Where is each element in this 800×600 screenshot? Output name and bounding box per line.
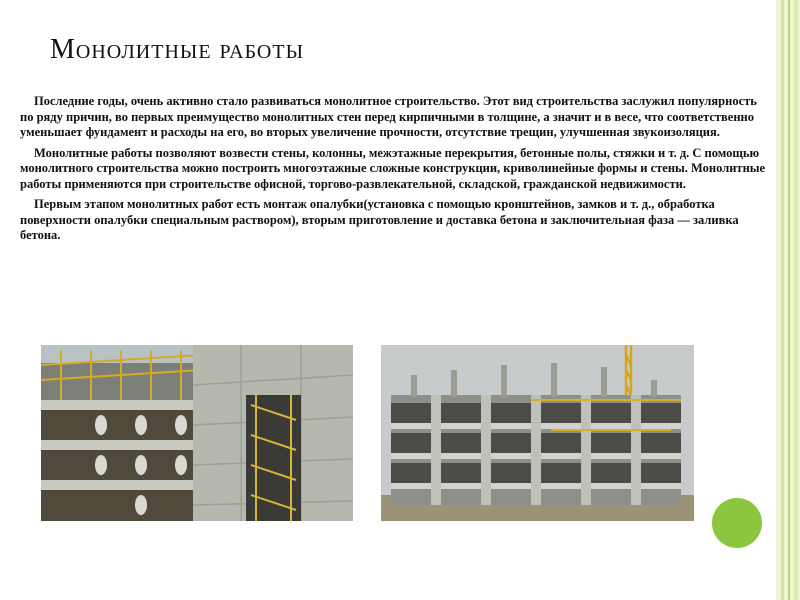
decor-stripe (788, 0, 790, 600)
construction-photo-left (41, 345, 353, 521)
accent-dot (712, 498, 762, 548)
construction-photo-right (381, 345, 694, 521)
decor-stripe (781, 0, 784, 600)
slide-body (20, 94, 770, 249)
decor-stripe (794, 0, 798, 600)
slide-title: Монолитные работы (50, 34, 305, 65)
paragraph-2: Монолитные работы позволяют возвести стены, колонны, межэтажные перекрытия, бетонные полы, стяжки и т. д. С помощью монолитного строительства можно построить многоэтажные сложные конструкции, криволинейные формы и стены. Монолитные работы применяются при строительстве офисной, торгово-развлекательной, складской, гражданской недвижимости. (20, 145, 766, 191)
paragraph-1: Последние годы, очень активно стало развиваться монолитное строительство. Этот вид строительства заслужил популярность по ряду причин, во первых преимущество монолитных стен перед кирпичными в толщине, а значит и в весе, что соответственно уменьшает фундамент и расходы на его, во вторых увеличение прочности, отсутствие трещин, улучшенная звукоизоляция. (20, 94, 757, 139)
paragraph-3: Первым этапом монолитных работ есть монтаж опалубки(установка с помощью кронштейнов, замков и т. д., обработка поверхности опалубки специальным раствором), вторым приготовление и доставка бетона и заключительная фаза — заливка бетона. (20, 197, 739, 242)
